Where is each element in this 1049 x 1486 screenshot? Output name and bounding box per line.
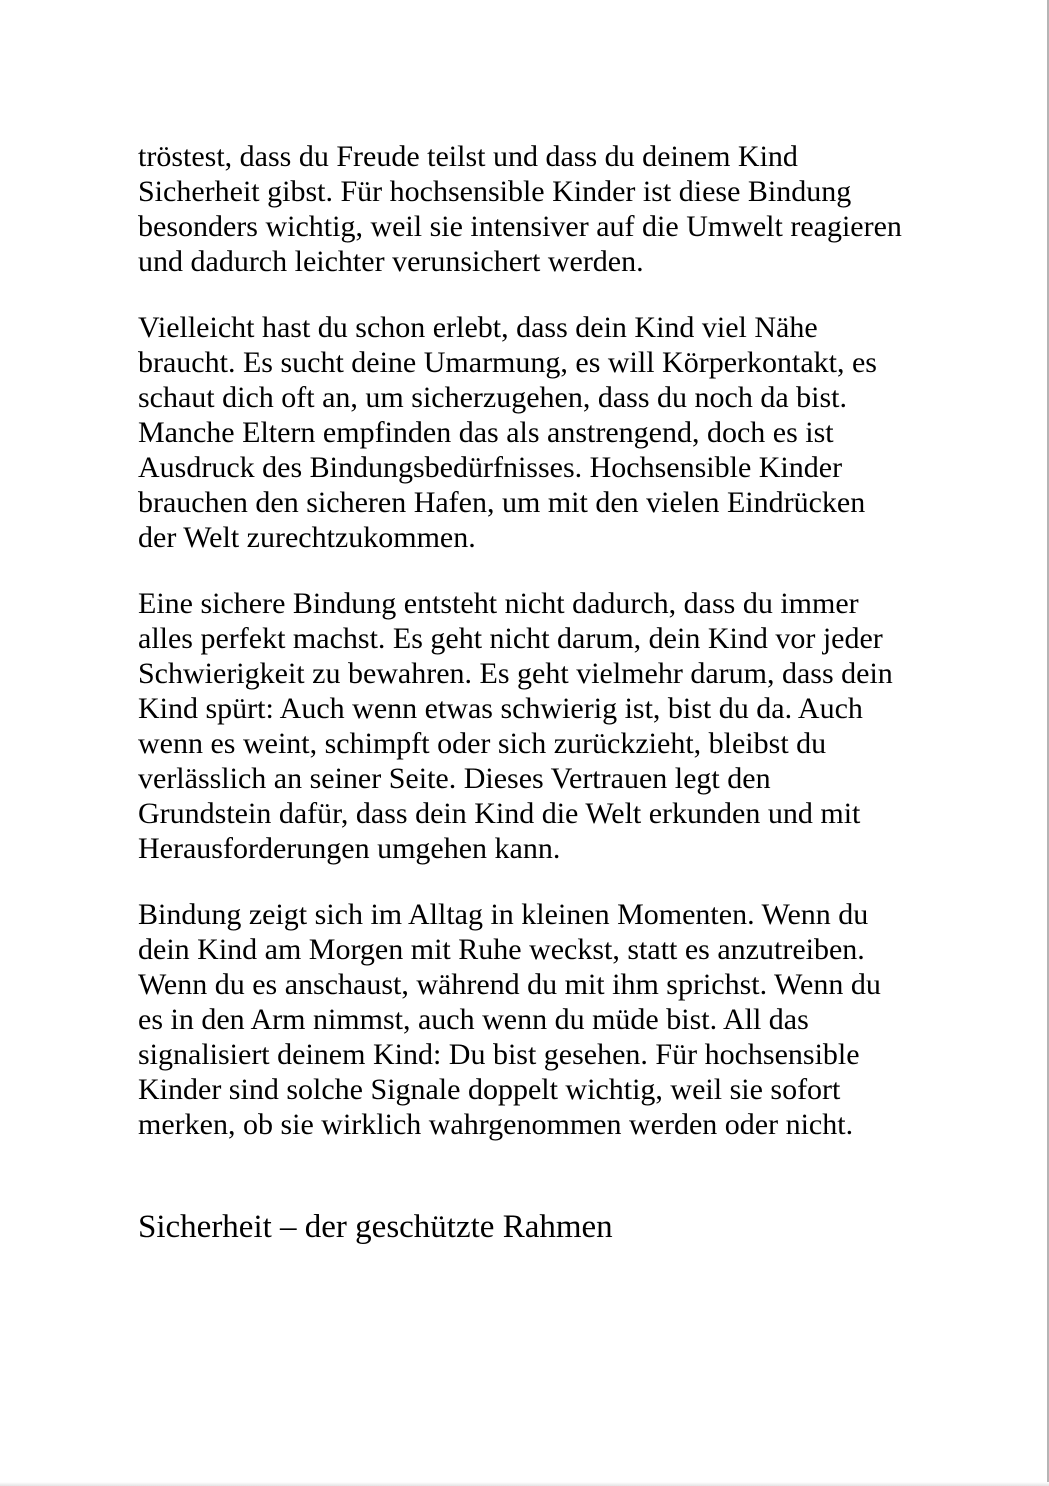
paragraph-3 bbox=[138, 586, 938, 866]
text-line: Wenn du es anschaust, während du mit ihm sprichst. Wenn du bbox=[138, 968, 881, 1001]
text-line: Manche Eltern empfinden das als anstrengend, doch es ist bbox=[138, 416, 834, 449]
text-line: signalisiert deinem Kind: Du bist gesehen. Für hochsensible bbox=[138, 1038, 860, 1071]
text-line: dein Kind am Morgen mit Ruhe weckst, statt es anzutreiben. bbox=[138, 933, 865, 966]
text-line: verlässlich an seiner Seite. Dieses Vertrauen legt den bbox=[138, 762, 771, 795]
text-line: Kind spürt: Auch wenn etwas schwierig ist, bist du da. Auch bbox=[138, 692, 863, 725]
text-line: Herausforderungen umgehen kann. bbox=[138, 832, 561, 865]
text-line: Eine sichere Bindung entsteht nicht dadurch, dass du immer bbox=[138, 587, 859, 620]
text-line: Schwierigkeit zu bewahren. Es geht vielmehr darum, dass dein bbox=[138, 657, 893, 690]
text-line: und dadurch leichter verunsichert werden. bbox=[138, 245, 644, 278]
text-line: tröstest, dass du Freude teilst und dass du deinem Kind bbox=[138, 140, 798, 173]
text-line: alles perfekt machst. Es geht nicht darum, dein Kind vor jeder bbox=[138, 622, 883, 655]
section-heading: Sicherheit – der geschützte Rahmen bbox=[138, 1209, 613, 1245]
text-line: Bindung zeigt sich im Alltag in kleinen Momenten. Wenn du bbox=[138, 898, 869, 931]
text-line: Kinder sind solche Signale doppelt wichtig, weil sie sofort bbox=[138, 1073, 841, 1106]
text-line: merken, ob sie wirklich wahrgenommen werden oder nicht. bbox=[138, 1108, 854, 1141]
text-line: Vielleicht hast du schon erlebt, dass dein Kind viel Nähe bbox=[138, 311, 818, 344]
text-line: brauchen den sicheren Hafen, um mit den vielen Eindrücken bbox=[138, 486, 866, 519]
text-line: braucht. Es sucht deine Umarmung, es will Körperkontakt, es bbox=[138, 346, 877, 379]
paragraph-4 bbox=[138, 897, 938, 1142]
text-line: Ausdruck des Bindungsbedürfnisses. Hochsensible Kinder bbox=[138, 451, 843, 484]
text-line: es in den Arm nimmst, auch wenn du müde bist. All das bbox=[138, 1003, 809, 1036]
text-line: schaut dich oft an, um sicherzugehen, dass du noch da bist. bbox=[138, 381, 847, 414]
body-text bbox=[138, 139, 938, 1247]
paragraph-2 bbox=[138, 310, 938, 555]
text-line: Sicherheit gibst. Für hochsensible Kinder ist diese Bindung bbox=[138, 175, 852, 208]
text-line: wenn es weint, schimpft oder sich zurückzieht, bleibst du bbox=[138, 727, 827, 760]
text-line: besonders wichtig, weil sie intensiver auf die Umwelt reagieren bbox=[138, 210, 902, 243]
text-line: Grundstein dafür, dass dein Kind die Welt erkunden und mit bbox=[138, 797, 861, 830]
text-line: der Welt zurechtzukommen. bbox=[138, 521, 476, 554]
page-bottom-edge bbox=[0, 1482, 1049, 1486]
paragraph-1 bbox=[138, 139, 938, 279]
